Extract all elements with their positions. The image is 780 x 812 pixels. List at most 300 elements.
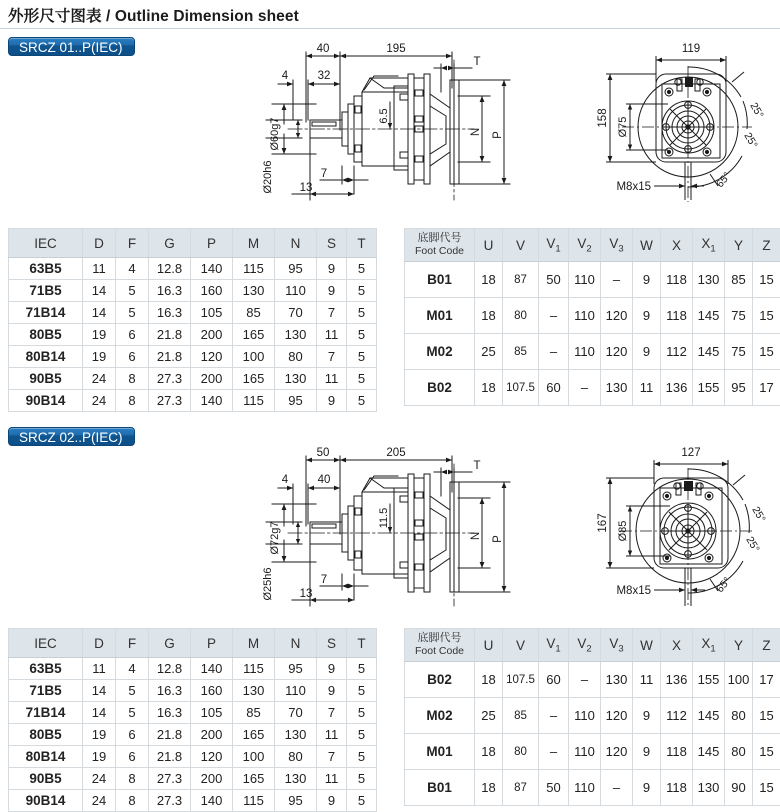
dim-label-thread: M8x15 (616, 585, 651, 597)
cell-f: 4 (116, 658, 149, 680)
cell-d: 11 (83, 658, 116, 680)
cell-t: 5 (347, 302, 377, 324)
drawing-srcz01-front-view (592, 34, 778, 216)
cell-f: 5 (116, 680, 149, 702)
cell-d: 19 (83, 724, 116, 746)
table-header-row (9, 629, 377, 658)
cell-p: 120 (191, 346, 233, 368)
cell-v: 80 (503, 734, 539, 770)
cell-v1: – (539, 334, 569, 370)
th-v1: $V_1$ (539, 229, 569, 262)
dim-label-127: 127 (681, 447, 700, 459)
cell-z: 15 (753, 770, 780, 806)
cell-foot-code: M01 (405, 298, 475, 334)
cell-iec: 90B14 (9, 790, 83, 812)
table-srcz01-iec (8, 228, 377, 412)
cell-t: 5 (347, 768, 377, 790)
dim-label-158: 158 (597, 108, 609, 127)
cell-foot-code: B01 (405, 770, 475, 806)
cell-u: 18 (475, 298, 503, 334)
cell-t: 5 (347, 368, 377, 390)
table-row (9, 746, 377, 768)
cell-iec: 90B14 (9, 390, 83, 412)
cell-v1: 50 (539, 770, 569, 806)
table-row (405, 298, 780, 334)
cell-u: 18 (475, 662, 503, 698)
cell-s: 9 (317, 790, 347, 812)
table-header-row (9, 229, 377, 258)
cell-m: 115 (233, 390, 275, 412)
cell-p: 140 (191, 658, 233, 680)
cell-t: 5 (347, 390, 377, 412)
cell-x1: 145 (693, 298, 725, 334)
cell-f: 6 (116, 746, 149, 768)
cell-m: 165 (233, 724, 275, 746)
th-v2: $V_2$ (569, 629, 601, 662)
cell-p: 160 (191, 680, 233, 702)
cell-t: 5 (347, 658, 377, 680)
th-iec: IEC (9, 229, 83, 258)
cell-x: 112 (661, 334, 693, 370)
drawing-srcz02-side-view (258, 438, 526, 620)
cell-v1: 50 (539, 262, 569, 298)
cell-d: 24 (83, 390, 116, 412)
dim-label-angle3: 65° (714, 170, 733, 190)
cell-s: 11 (317, 724, 347, 746)
th-g: G (149, 629, 191, 658)
cell-foot-code: M02 (405, 334, 475, 370)
table-row (9, 258, 377, 280)
cell-w: 9 (633, 698, 661, 734)
cell-x: 112 (661, 698, 693, 734)
dim-label-13: 13 (300, 182, 313, 194)
cell-iec: 80B14 (9, 346, 83, 368)
cell-z: 15 (753, 734, 780, 770)
cell-g: 16.3 (149, 680, 191, 702)
cell-t: 5 (347, 702, 377, 724)
cell-p: 200 (191, 368, 233, 390)
cell-w: 9 (633, 734, 661, 770)
table-row (9, 302, 377, 324)
table-row (9, 790, 377, 812)
cell-p: 120 (191, 746, 233, 768)
dim-label-angle1: 25° (747, 101, 765, 121)
cell-y: 100 (725, 662, 753, 698)
cell-w: 9 (633, 262, 661, 298)
cell-n: 95 (275, 390, 317, 412)
cell-iec: 90B5 (9, 768, 83, 790)
page-title: 外形尺寸图表 / Outline Dimension sheet (8, 4, 299, 26)
table-header-row (405, 629, 780, 662)
cell-v1: – (539, 734, 569, 770)
cell-n: 95 (275, 658, 317, 680)
cell-v: 85 (503, 698, 539, 734)
cell-g: 27.3 (149, 390, 191, 412)
th-foot-code-en: Foot Code (407, 645, 472, 658)
cell-f: 8 (116, 368, 149, 390)
cell-s: 7 (317, 346, 347, 368)
cell-t: 5 (347, 324, 377, 346)
cell-n: 130 (275, 324, 317, 346)
cell-t: 5 (347, 258, 377, 280)
cell-d: 11 (83, 258, 116, 280)
cell-z: 15 (753, 298, 780, 334)
table-row (405, 370, 780, 406)
cell-p: 140 (191, 790, 233, 812)
dim-label-50: 50 (317, 447, 330, 459)
cell-v1: 60 (539, 370, 569, 406)
cell-y: 75 (725, 298, 753, 334)
dim-label-119: 119 (682, 43, 700, 55)
cell-p: 105 (191, 302, 233, 324)
cell-x: 118 (661, 734, 693, 770)
cell-n: 130 (275, 724, 317, 746)
table-row (9, 658, 377, 680)
th-foot-code-cn: 底脚代号 (407, 632, 472, 645)
cell-n: 110 (275, 680, 317, 702)
th-m: M (233, 229, 275, 258)
th-x: X (661, 629, 693, 662)
cell-w: 11 (633, 662, 661, 698)
cell-t: 5 (347, 280, 377, 302)
cell-f: 8 (116, 390, 149, 412)
dim-label-shaft-dia: Ø60g7 (269, 117, 281, 150)
cell-t: 5 (347, 346, 377, 368)
cell-s: 7 (317, 702, 347, 724)
cell-d: 24 (83, 768, 116, 790)
cell-v2: 110 (569, 298, 601, 334)
cell-y: 90 (725, 770, 753, 806)
cell-d: 14 (83, 302, 116, 324)
title-divider (0, 28, 780, 29)
cell-g: 21.8 (149, 346, 191, 368)
dim-label-167: 167 (597, 513, 609, 532)
cell-z: 17 (753, 370, 780, 406)
cell-u: 25 (475, 334, 503, 370)
cell-g: 21.8 (149, 746, 191, 768)
cell-s: 7 (317, 746, 347, 768)
cell-t: 5 (347, 790, 377, 812)
cell-d: 14 (83, 280, 116, 302)
table-row (405, 662, 780, 698)
th-g: G (149, 229, 191, 258)
cell-g: 12.8 (149, 258, 191, 280)
cell-w: 9 (633, 770, 661, 806)
cell-x: 136 (661, 662, 693, 698)
cell-v1: – (539, 298, 569, 334)
cell-iec: 71B14 (9, 302, 83, 324)
th-v: V (503, 229, 539, 262)
dim-label-205: 205 (386, 447, 405, 459)
cell-f: 5 (116, 280, 149, 302)
cell-n: 110 (275, 280, 317, 302)
dim-label-bore: Ø75 (617, 117, 629, 138)
cell-foot-code: B02 (405, 662, 475, 698)
th-p: P (191, 629, 233, 658)
cell-v2: 110 (569, 698, 601, 734)
th-s: S (317, 229, 347, 258)
table-row (9, 324, 377, 346)
cell-x1: 145 (693, 334, 725, 370)
drawing-srcz02-front-view (592, 438, 778, 620)
cell-iec: 80B14 (9, 746, 83, 768)
cell-u: 18 (475, 770, 503, 806)
table-row (9, 768, 377, 790)
cell-m: 130 (233, 680, 275, 702)
cell-d: 14 (83, 680, 116, 702)
table-row (405, 334, 780, 370)
cell-x: 118 (661, 262, 693, 298)
th-n: N (275, 629, 317, 658)
table-header-row (405, 229, 780, 262)
cell-m: 115 (233, 258, 275, 280)
cell-iec: 71B5 (9, 680, 83, 702)
dim-label-center: 11.5 (378, 508, 390, 529)
cell-u: 18 (475, 370, 503, 406)
table-srcz01-foot-code (404, 228, 780, 406)
cell-g: 12.8 (149, 658, 191, 680)
cell-v3: 130 (601, 370, 633, 406)
cell-x1: 130 (693, 262, 725, 298)
cell-f: 6 (116, 324, 149, 346)
cell-foot-code: B02 (405, 370, 475, 406)
dim-label-angle2: 25° (741, 131, 759, 151)
cell-g: 27.3 (149, 368, 191, 390)
dim-label-N: N (470, 532, 482, 540)
dim-label-T: T (473, 56, 480, 68)
cell-y: 95 (725, 370, 753, 406)
th-d: D (83, 629, 116, 658)
cell-w: 9 (633, 298, 661, 334)
table-row (405, 262, 780, 298)
table-row (9, 368, 377, 390)
cell-s: 11 (317, 368, 347, 390)
cell-p: 200 (191, 324, 233, 346)
cell-iec: 80B5 (9, 724, 83, 746)
cell-y: 80 (725, 698, 753, 734)
cell-w: 11 (633, 370, 661, 406)
th-iec: IEC (9, 629, 83, 658)
dim-label-40: 40 (317, 43, 330, 55)
cell-m: 165 (233, 768, 275, 790)
dim-label-T: T (473, 460, 480, 472)
cell-w: 9 (633, 334, 661, 370)
cell-s: 9 (317, 680, 347, 702)
cell-f: 8 (116, 790, 149, 812)
table-row (9, 702, 377, 724)
cell-x1: 145 (693, 734, 725, 770)
cell-d: 19 (83, 324, 116, 346)
cell-d: 24 (83, 790, 116, 812)
th-v3: $V_3$ (601, 629, 633, 662)
cell-v2: 110 (569, 262, 601, 298)
table-row (9, 280, 377, 302)
cell-t: 5 (347, 680, 377, 702)
cell-g: 21.8 (149, 324, 191, 346)
cell-z: 15 (753, 262, 780, 298)
cell-f: 5 (116, 302, 149, 324)
cell-d: 19 (83, 746, 116, 768)
cell-s: 11 (317, 324, 347, 346)
cell-u: 25 (475, 698, 503, 734)
cell-m: 115 (233, 790, 275, 812)
cell-s: 9 (317, 280, 347, 302)
cell-s: 9 (317, 658, 347, 680)
cell-v3: 130 (601, 662, 633, 698)
cell-iec: 63B5 (9, 658, 83, 680)
table-srcz02-iec (8, 628, 377, 812)
cell-n: 80 (275, 346, 317, 368)
cell-m: 165 (233, 368, 275, 390)
dim-label-angle3: 65° (714, 575, 733, 595)
cell-iec: 80B5 (9, 324, 83, 346)
cell-n: 70 (275, 702, 317, 724)
cell-m: 85 (233, 702, 275, 724)
cell-n: 70 (275, 302, 317, 324)
cell-x: 118 (661, 770, 693, 806)
cell-foot-code: M02 (405, 698, 475, 734)
cell-v: 80 (503, 298, 539, 334)
dim-label-thread: M8x15 (616, 181, 651, 193)
cell-v2: 110 (569, 770, 601, 806)
cell-g: 27.3 (149, 768, 191, 790)
cell-m: 130 (233, 280, 275, 302)
cell-p: 200 (191, 768, 233, 790)
dim-label-195: 195 (386, 43, 405, 55)
th-y: Y (725, 629, 753, 662)
dim-label-7: 7 (321, 168, 327, 180)
dim-label-center: 6.5 (378, 108, 390, 123)
dim-label-angle1: 25° (749, 505, 767, 525)
cell-x1: 155 (693, 662, 725, 698)
cell-v3: – (601, 770, 633, 806)
cell-foot-code: M01 (405, 734, 475, 770)
cell-m: 100 (233, 746, 275, 768)
cell-t: 5 (347, 724, 377, 746)
cell-v2: – (569, 662, 601, 698)
cell-v3: 120 (601, 334, 633, 370)
th-z: Z (753, 629, 780, 662)
th-d: D (83, 229, 116, 258)
table-row (405, 734, 780, 770)
cell-g: 16.3 (149, 702, 191, 724)
th-v1: $V_1$ (539, 629, 569, 662)
dim-label-32: 32 (318, 70, 331, 82)
drawing-srcz01-side-view (258, 34, 526, 216)
th-m: M (233, 629, 275, 658)
cell-v3: – (601, 262, 633, 298)
cell-v: 107.5 (503, 370, 539, 406)
th-foot-code (405, 629, 475, 662)
cell-p: 160 (191, 280, 233, 302)
cell-t: 5 (347, 746, 377, 768)
th-foot-code (405, 229, 475, 262)
cell-x: 136 (661, 370, 693, 406)
table-row (405, 698, 780, 734)
table-row (405, 770, 780, 806)
cell-iec: 71B14 (9, 702, 83, 724)
dim-label-N: N (470, 128, 482, 136)
cell-m: 115 (233, 658, 275, 680)
dim-label-P: P (492, 535, 504, 543)
cell-v: 107.5 (503, 662, 539, 698)
cell-m: 100 (233, 346, 275, 368)
th-t: T (347, 229, 377, 258)
dim-label-40: 40 (318, 474, 331, 486)
cell-v: 87 (503, 262, 539, 298)
cell-p: 200 (191, 724, 233, 746)
cell-g: 27.3 (149, 790, 191, 812)
cell-f: 5 (116, 702, 149, 724)
th-foot-code-en: Foot Code (407, 245, 472, 258)
cell-m: 165 (233, 324, 275, 346)
cell-v3: 120 (601, 698, 633, 734)
dim-label-4: 4 (282, 70, 289, 82)
th-n: N (275, 229, 317, 258)
th-foot-code-cn: 底脚代号 (407, 232, 472, 245)
th-x: X (661, 229, 693, 262)
th-v2: $V_2$ (569, 229, 601, 262)
cell-v3: 120 (601, 298, 633, 334)
cell-n: 130 (275, 368, 317, 390)
cell-p: 140 (191, 258, 233, 280)
table-row (9, 390, 377, 412)
dim-label-shaft-dia2: Ø20h6 (262, 160, 274, 193)
cell-v2: 110 (569, 334, 601, 370)
th-u: U (475, 229, 503, 262)
cell-v1: 60 (539, 662, 569, 698)
th-f: F (116, 629, 149, 658)
th-x1: $X_1$ (693, 629, 725, 662)
cell-y: 75 (725, 334, 753, 370)
cell-v3: 120 (601, 734, 633, 770)
cell-n: 95 (275, 790, 317, 812)
table-srcz02-foot-code (404, 628, 780, 806)
cell-u: 18 (475, 734, 503, 770)
th-w: W (633, 629, 661, 662)
dim-label-4: 4 (282, 474, 289, 486)
dim-label-13: 13 (300, 588, 313, 600)
cell-z: 15 (753, 698, 780, 734)
cell-y: 80 (725, 734, 753, 770)
cell-s: 11 (317, 768, 347, 790)
cell-m: 85 (233, 302, 275, 324)
cell-s: 9 (317, 258, 347, 280)
dim-label-shaft-dia2: Ø25h6 (262, 567, 274, 600)
th-v3: $V_3$ (601, 229, 633, 262)
cell-v1: – (539, 698, 569, 734)
table-row (9, 346, 377, 368)
cell-f: 4 (116, 258, 149, 280)
cell-s: 9 (317, 390, 347, 412)
th-v: V (503, 629, 539, 662)
th-t: T (347, 629, 377, 658)
cell-x1: 145 (693, 698, 725, 734)
cell-foot-code: B01 (405, 262, 475, 298)
cell-g: 16.3 (149, 280, 191, 302)
table-row (9, 724, 377, 746)
cell-n: 130 (275, 768, 317, 790)
cell-iec: 90B5 (9, 368, 83, 390)
section-badge-srcz02: SRCZ 02..P(IEC) (8, 427, 135, 446)
th-p: P (191, 229, 233, 258)
th-y: Y (725, 229, 753, 262)
dim-label-P: P (492, 131, 504, 139)
cell-s: 7 (317, 302, 347, 324)
table-row (9, 680, 377, 702)
cell-v: 87 (503, 770, 539, 806)
th-z: Z (753, 229, 780, 262)
